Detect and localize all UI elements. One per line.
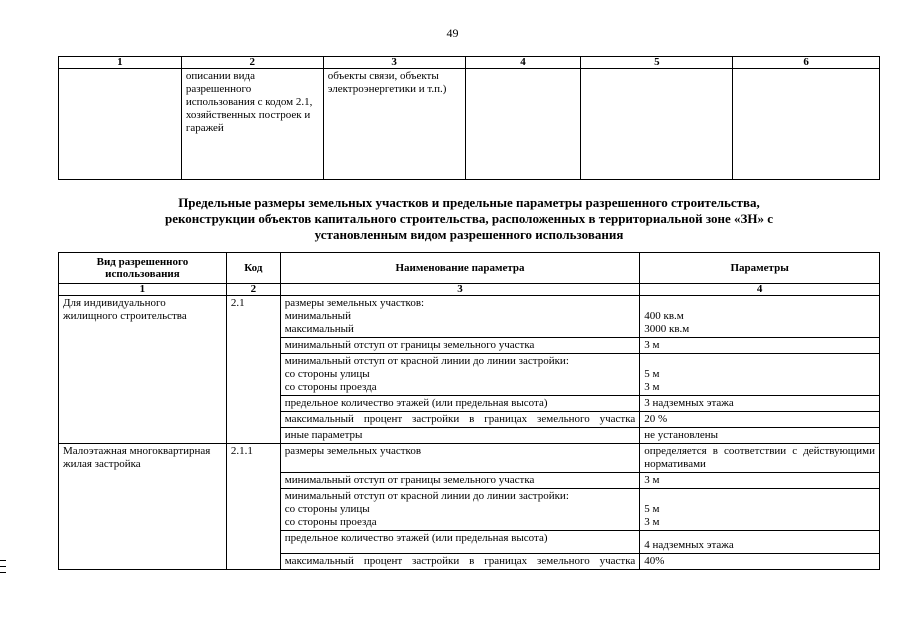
value-line: 3 м xyxy=(644,381,660,393)
table-row xyxy=(59,296,880,338)
table-cell xyxy=(59,69,182,180)
parameter-cell: предельное количество этажей (или предельная высота) xyxy=(280,531,639,554)
value-line: 5 м xyxy=(644,503,660,515)
parameter-line: размеры земельных участков: xyxy=(284,297,425,309)
parameter-line: со стороны улицы xyxy=(284,368,370,380)
column-number: 4 xyxy=(465,57,581,69)
code-cell: 2.1 xyxy=(226,296,280,444)
column-number: 3 xyxy=(280,284,639,296)
continuation-table xyxy=(58,56,880,180)
header-cell-parameter: Наименование параметра xyxy=(280,253,639,284)
header-cell-type: Вид разрешенного использования xyxy=(59,253,227,284)
parameter-line: минимальный отступ от красной линии до линии застройки: xyxy=(284,355,569,367)
column-number: 2 xyxy=(226,284,280,296)
section-title-line: Предельные размеры земельных участков и предельные параметры разрешенного строительства, xyxy=(178,195,760,210)
table-row xyxy=(59,444,880,473)
column-number: 6 xyxy=(733,57,880,69)
value-cell xyxy=(640,296,880,338)
value-cell: определяется в соответствии с действующими нормативами xyxy=(640,444,880,473)
page-number: 49 xyxy=(446,26,459,40)
parameter-line: со стороны улицы xyxy=(284,503,370,515)
scan-artifact xyxy=(0,572,6,573)
column-number: 1 xyxy=(59,284,227,296)
use-type-cell: Для индивидуального жилищного строительства xyxy=(59,296,227,444)
table-cell xyxy=(465,69,581,180)
parameter-cell: предельное количество этажей (или предельная высота) xyxy=(280,396,639,412)
parameter-cell: максимальный процент застройки в границах земельного участка xyxy=(280,412,639,428)
value-line: 5 м xyxy=(644,368,660,380)
header-cell-values: Параметры xyxy=(640,253,880,284)
column-number-row xyxy=(59,284,880,296)
parameter-cell xyxy=(280,296,639,338)
value-cell: 3 м xyxy=(640,473,880,489)
table-cell: объекты связи, объекты электроэнергетики и т.п.) xyxy=(323,69,465,180)
value-cell xyxy=(640,354,880,396)
value-cell: 3 надземных этажа xyxy=(640,396,880,412)
parameter-cell: иные параметры xyxy=(280,428,639,444)
section-title-line: реконструкции объектов капитального строительства, расположенных в территориальной зоне «ЗН» с xyxy=(164,211,774,226)
value-cell xyxy=(640,489,880,531)
value-cell: 3 м xyxy=(640,338,880,354)
header-row xyxy=(59,253,880,284)
value-cell: 20 % xyxy=(640,412,880,428)
parameter-line: максимальный xyxy=(284,323,354,335)
value-cell: не установлены xyxy=(640,428,880,444)
parameter-line: минимальный xyxy=(284,310,351,322)
value-cell: 4 надземных этажа xyxy=(640,531,880,554)
table-cell xyxy=(581,69,733,180)
value-line: 400 кв.м xyxy=(644,310,684,322)
column-number: 5 xyxy=(581,57,733,69)
value-cell: 40% xyxy=(640,554,880,570)
section-title xyxy=(58,195,880,243)
section-title-line: установленным видом разрешенного использования xyxy=(314,227,624,242)
header-cell-code: Код xyxy=(226,253,280,284)
code-cell: 2.1.1 xyxy=(226,444,280,570)
column-number: 4 xyxy=(640,284,880,296)
parameters-table xyxy=(58,252,880,570)
parameter-cell xyxy=(280,354,639,396)
scan-artifact xyxy=(0,566,6,567)
table-cell: описании вида разрешенного использования с кодом 2.1, хозяйственных построек и гаражей xyxy=(181,69,323,180)
table-row xyxy=(59,69,880,180)
parameter-line: минимальный отступ от красной линии до линии застройки: xyxy=(284,490,569,502)
column-number-row xyxy=(59,57,880,69)
parameter-cell: размеры земельных участков xyxy=(280,444,639,473)
parameter-line: со стороны проезда xyxy=(284,381,377,393)
column-number: 1 xyxy=(59,57,182,69)
use-type-cell: Малоэтажная многоквартирная жилая застройка xyxy=(59,444,227,570)
scan-artifact xyxy=(0,560,6,561)
parameter-cell: минимальный отступ от границы земельного участка xyxy=(280,473,639,489)
parameter-cell: максимальный процент застройки в границах земельного участка xyxy=(280,554,639,570)
parameter-cell xyxy=(280,489,639,531)
value-line: 3 м xyxy=(644,516,660,528)
table-cell xyxy=(733,69,880,180)
parameter-line: со стороны проезда xyxy=(284,516,377,528)
value-line: 3000 кв.м xyxy=(644,323,690,335)
column-number: 2 xyxy=(181,57,323,69)
column-number: 3 xyxy=(323,57,465,69)
parameter-cell: минимальный отступ от границы земельного участка xyxy=(280,338,639,354)
